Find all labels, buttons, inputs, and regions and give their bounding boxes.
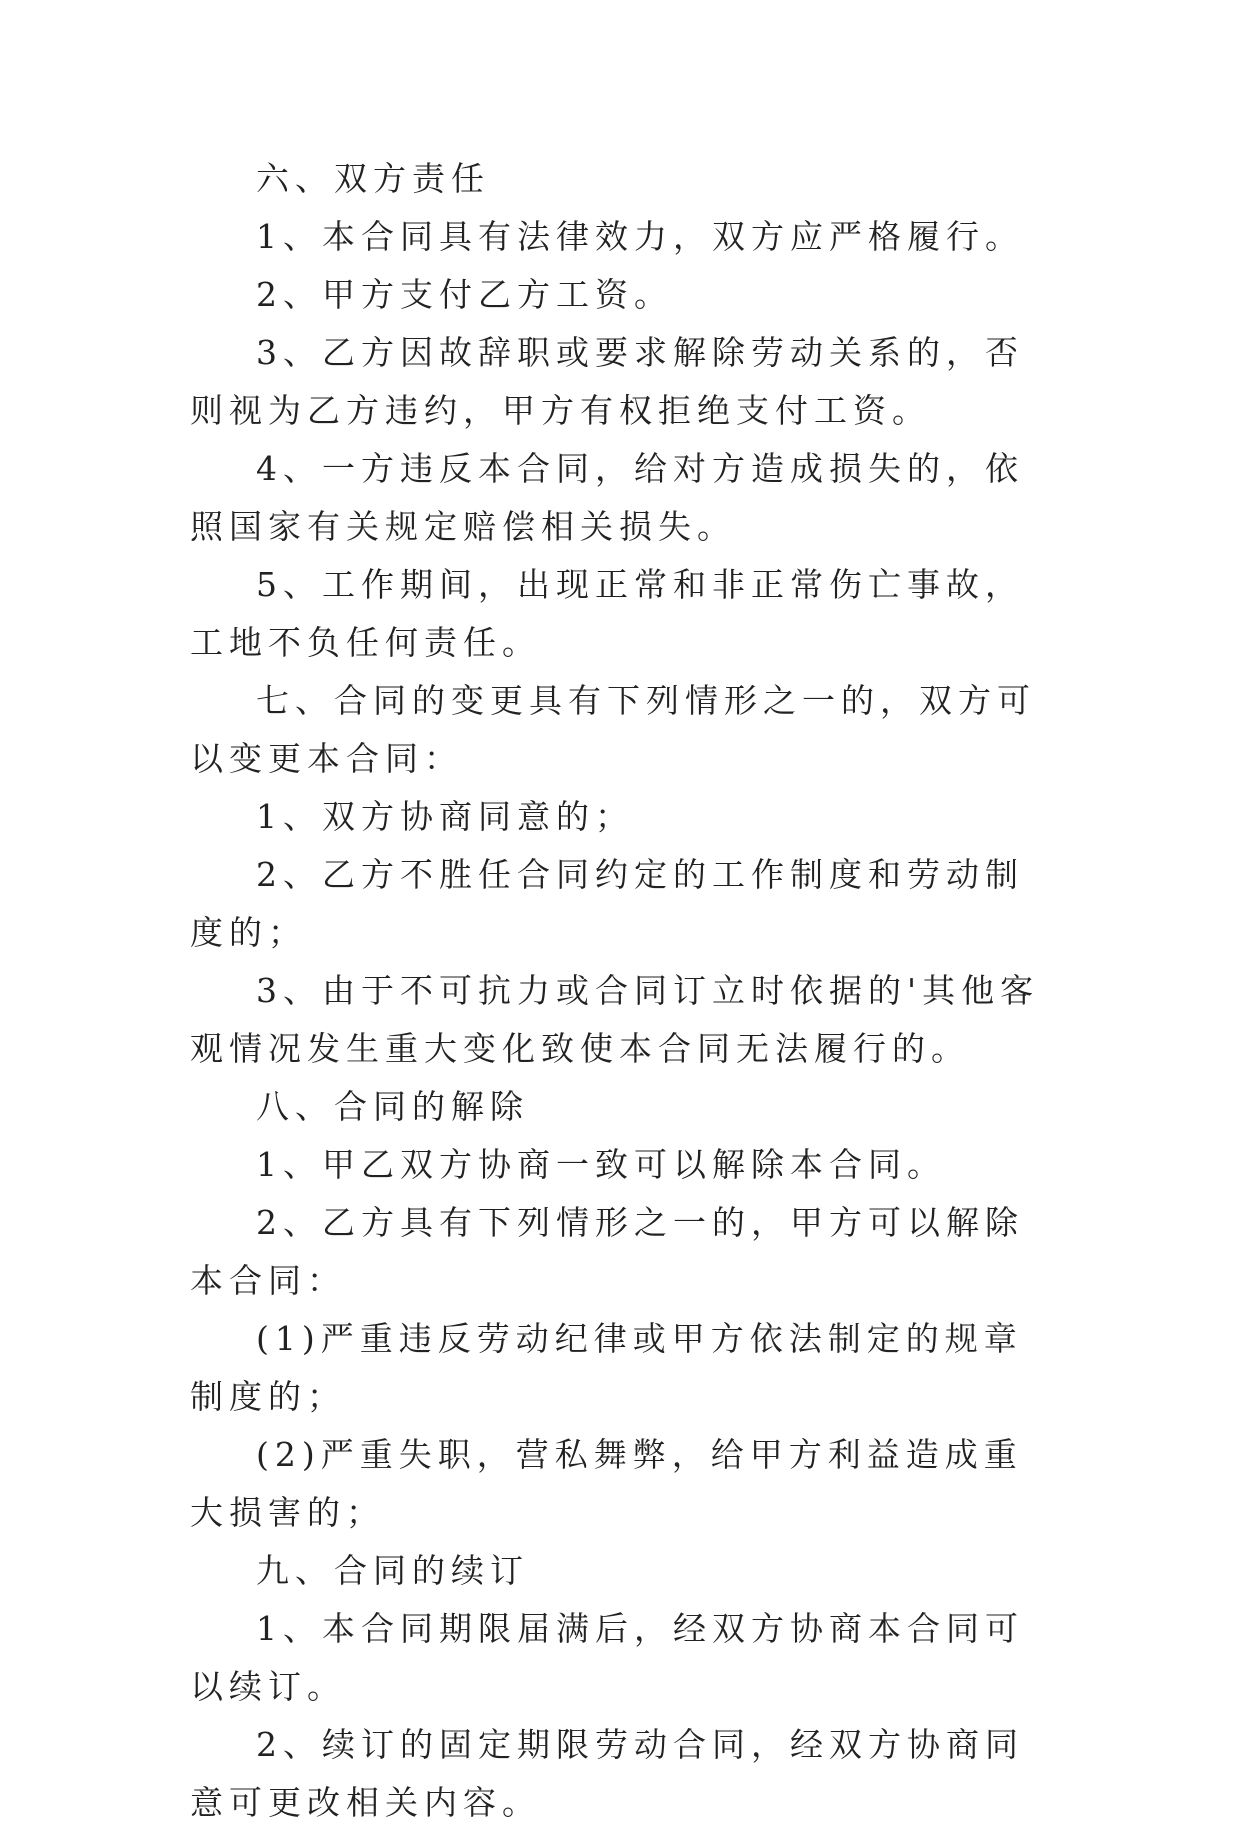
section-heading-responsibilities: 六、双方责任 bbox=[256, 159, 490, 198]
paragraph: 2、乙方不胜任合同约定的工作制度和劳动制度的； bbox=[190, 855, 1024, 952]
paragraph: (1)严重违反劳动纪律或甲方依法制定的规章制度的； bbox=[190, 1319, 1023, 1416]
paragraph: 1、本合同期限届满后，经双方协商本合同可以续订。 bbox=[190, 1609, 1024, 1706]
paragraph: 2、乙方具有下列情形之一的，甲方可以解除本合同： bbox=[190, 1203, 1024, 1300]
paragraph: 5、工作期间，出现正常和非正常伤亡事故，工地不负任何责任。 bbox=[190, 565, 1024, 662]
paragraph: 3、由于不可抗力或合同订立时依据的'其他客观情况发生重大变化致使本合同无法履行的。 bbox=[190, 971, 1040, 1068]
paragraph: 2、甲方支付乙方工资。 bbox=[256, 275, 673, 314]
section-heading-termination: 八、合同的解除 bbox=[256, 1087, 529, 1126]
section-heading-modification: 七、合同的变更具有下列情形之一的，双方可以变更本合同： bbox=[190, 681, 1036, 778]
paragraph: 1、本合同具有法律效力，双方应严格履行。 bbox=[256, 217, 1024, 256]
paragraph: (2)严重失职，营私舞弊，给甲方利益造成重大损害的； bbox=[190, 1435, 1023, 1532]
paragraph: 4、一方违反本合同，给对方造成损失的，依照国家有关规定赔偿相关损失。 bbox=[190, 449, 1024, 546]
paragraph: 3、乙方因故辞职或要求解除劳动关系的，否则视为乙方违约，甲方有权拒绝支付工资。 bbox=[190, 333, 1024, 430]
paragraph: 2、续订的固定期限劳动合同，经双方协商同意可更改相关内容。 bbox=[190, 1725, 1024, 1822]
document-body bbox=[190, 150, 1060, 1832]
section-heading-renewal: 九、合同的续订 bbox=[256, 1551, 529, 1590]
paragraph: 1、甲乙双方协商一致可以解除本合同。 bbox=[256, 1145, 946, 1184]
paragraph: 1、双方协商同意的； bbox=[256, 797, 634, 836]
